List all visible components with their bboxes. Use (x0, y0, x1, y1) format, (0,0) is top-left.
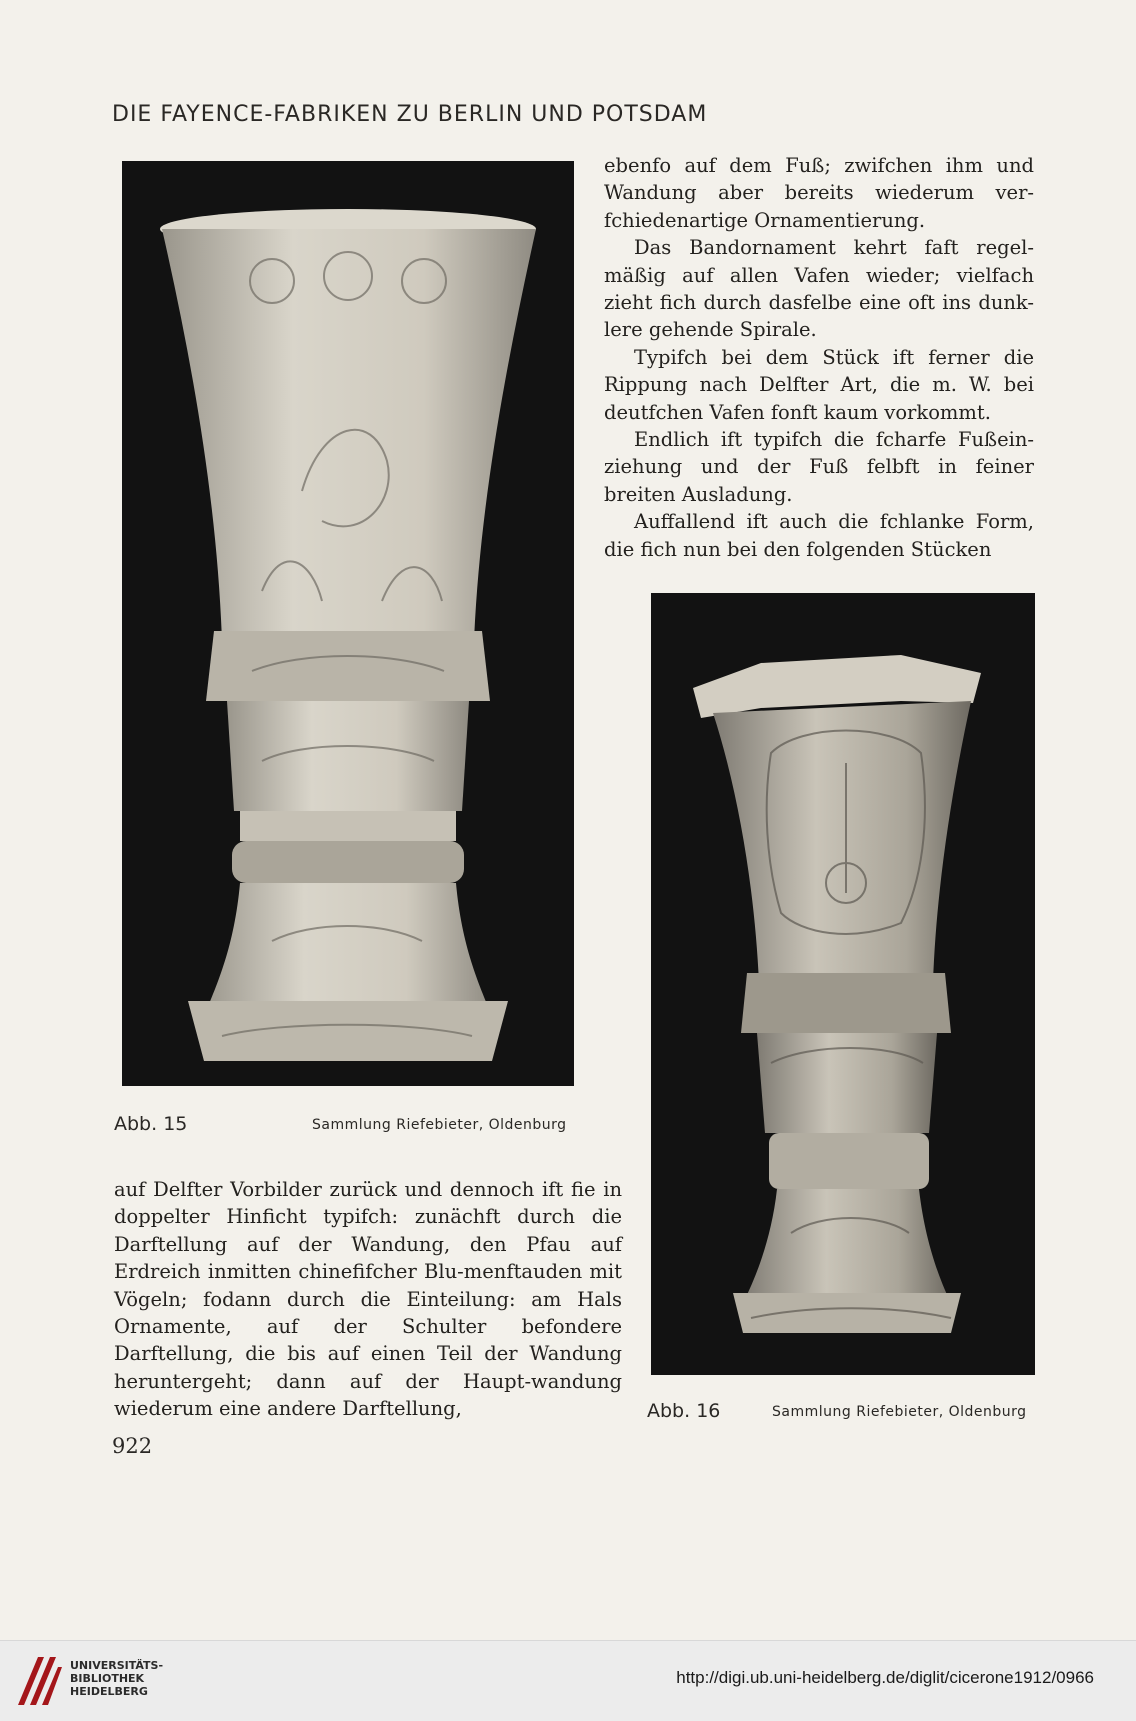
page-number: 922 (112, 1434, 153, 1458)
library-name: UNIVERSITÄTS- BIBLIOTHEK HEIDELBERG (70, 1659, 164, 1698)
paragraph: Typifch bei dem Stück ift ferner die Rippung nach Delfter Art, die m. W. bei deutfchen Vafen fonft kaum vorkommt. (604, 345, 1034, 424)
vase-15-illustration (122, 161, 574, 1086)
figure-15-label: Abb. 15 (114, 1113, 188, 1135)
paragraph: Endlich ift typifch die fcharfe Fußein-ziehung und der Fuß felbft in feiner breiten Ausladung. (604, 428, 1034, 506)
vase-16-illustration (651, 593, 1035, 1375)
figure-16-source: Sammlung Riefebieter, Oldenburg (772, 1404, 1027, 1420)
left-column-text (114, 1176, 622, 1423)
paragraph: auf Delfter Vorbilder zurück und dennoch ift fie in doppelter Hinficht typifch: zunächft durch die Darftellung auf der Wandung, den Pfau auf Erdreich inmitten chinefifcher Blu-menftauden mit Vögeln; fodann durch die Einteilung: am Hals Ornamente, auf der Schulter befondere Darftellung, die bis auf einen Teil der Wandung heruntergeht; dann auf der Haupt-wandung wiederum eine andere Darftellung, (114, 1178, 622, 1421)
figure-16-vase-photo (651, 593, 1035, 1375)
figure-16-label: Abb. 16 (647, 1400, 721, 1422)
paragraph: ebenfo auf dem Fuß; zwifchen ihm und Wandung aber bereits wiederum ver-fchiedenartige Ornamentierung. (604, 154, 1034, 232)
figure-15-source: Sammlung Riefebieter, Oldenburg (312, 1117, 567, 1133)
paragraph: Auffallend ift auch die fchlanke Form, die fich nun bei den folgenden Stücken (604, 510, 1034, 561)
right-column-text (604, 152, 1034, 563)
figure-15-vase-photo (122, 161, 574, 1086)
library-logo-icon (14, 1653, 66, 1709)
digitization-footer (0, 1640, 1136, 1721)
running-title: DIE FAYENCE-FABRIKEN ZU BERLIN UND POTSDAM (112, 102, 708, 127)
source-url-link[interactable]: http://digi.ub.uni-heidelberg.de/diglit/cicerone1912/0966 (676, 1668, 1094, 1687)
paragraph: Das Bandornament kehrt faft regel-mäßig auf allen Vafen wieder; vielfach zieht fich durch dasfelbe eine oft ins dunk-lere gehende Spirale. (604, 236, 1034, 342)
